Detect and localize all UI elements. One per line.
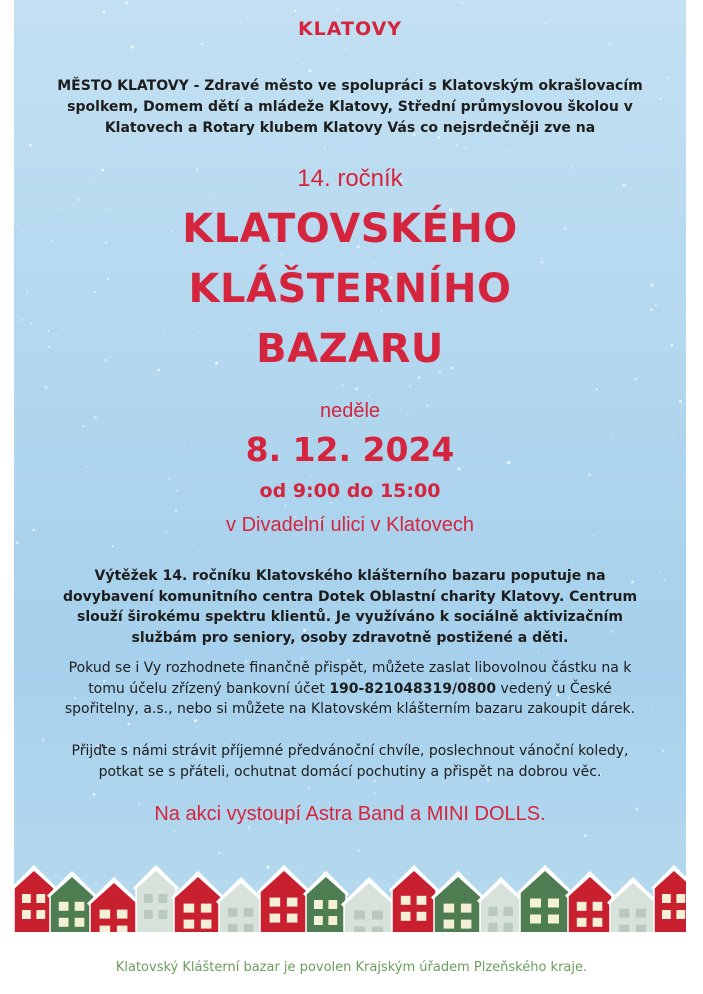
snowflake: [174, 510, 176, 512]
title-line-1: KLATOVSKÉHO: [182, 206, 518, 252]
house: [88, 879, 140, 940]
snowflake: [463, 2, 464, 3]
snowflake: [308, 787, 310, 789]
house: [172, 873, 224, 940]
snowflake: [455, 71, 457, 73]
snowflake: [194, 719, 197, 722]
title-line-2: KLÁŠTERNÍHO: [188, 266, 512, 312]
snowflake: [29, 322, 31, 324]
house: [518, 867, 572, 940]
snowflake: [634, 378, 637, 381]
snowflake: [537, 651, 538, 652]
poster: [14, 0, 686, 940]
snowflake: [659, 572, 661, 574]
snowflake: [409, 385, 411, 387]
snowflake: [341, 384, 343, 386]
event-time: od 9:00 do 15:00: [259, 480, 441, 502]
houses-illustration: [14, 852, 686, 940]
snowflake: [663, 579, 665, 581]
snowflake: [355, 387, 358, 390]
snowflake: [652, 1, 654, 3]
snowflake: [201, 42, 204, 45]
bank-account: 190-821048319/0800: [329, 680, 497, 697]
snowflake: [93, 793, 96, 796]
donation-text-start: Pokud se i Vy rozhodnete finančně přispět, můžete zaslat libovolnou částku na k tomu účelu zřízený bankovní účet: [68, 660, 632, 697]
paragraph-donation: [50, 658, 650, 720]
performers-line: Na akci vystoupí Astra Band a MINI DOLLS.: [154, 803, 546, 825]
snowflake: [610, 323, 612, 325]
snowflake: [671, 4, 672, 5]
house: [390, 867, 438, 940]
house: [566, 873, 614, 940]
snowflake: [652, 710, 653, 711]
snowflake: [61, 151, 62, 152]
snowflake: [27, 319, 28, 320]
snowflake: [418, 376, 421, 379]
house: [478, 879, 524, 940]
house: [342, 879, 396, 940]
snowflake: [293, 509, 295, 511]
snowflake: [487, 503, 488, 504]
house: [608, 879, 658, 940]
house: [134, 867, 178, 940]
event-day: neděle: [319, 400, 381, 422]
logo-text: KLATOVY: [297, 18, 403, 40]
snowflake: [103, 11, 106, 14]
snowflake: [127, 723, 130, 726]
event-date: 8. 12. 2024: [245, 430, 455, 469]
intro-text: MĚSTO KLATOVY - Zdravé město ve spolupráci s Klatovským okrašlovacím spolkem, Domem dětí a mládeže Klatovy, Střední průmyslovou školou v Klatovech a Rotary klubem Klatovy Vás co nejsrdečněji zve na: [57, 78, 643, 136]
house: [217, 879, 265, 940]
house: [258, 867, 310, 940]
snowflake: [664, 839, 666, 841]
snowflake: [588, 473, 591, 476]
snowflake: [302, 63, 303, 64]
snowflake: [345, 48, 347, 50]
snowflake: [368, 396, 369, 397]
snowflake: [82, 425, 85, 428]
house: [48, 873, 96, 940]
snowflake: [548, 650, 549, 651]
snow-ground: [14, 932, 686, 940]
house: [432, 873, 484, 940]
snowflake: [78, 198, 81, 201]
snowflake: [374, 261, 376, 263]
snowflake: [280, 253, 282, 255]
snowflake: [553, 387, 554, 388]
paragraph-invitation: Přijďte s námi strávit příjemné předvánoční chvíle, poslechnout vánoční koledy, potkat se s přáteli, ochutnat domácí pochutiny a přispět na dobrou věc.: [71, 743, 629, 780]
snowflake: [29, 144, 32, 147]
donation-text-end: vedený u České spořitelny, a.s., nebo si můžete na Klatovském klášterním bazaru zakoupit dárek.: [64, 680, 636, 717]
snowflake: [608, 43, 610, 45]
snowflake: [455, 144, 457, 146]
snowflake: [374, 792, 376, 794]
snowflake: [660, 98, 662, 100]
title-line-3: BAZARU: [256, 326, 444, 372]
house: [652, 867, 686, 940]
snowflake: [125, 1, 128, 4]
snowflake: [464, 147, 466, 149]
snowflake: [118, 562, 119, 563]
snowflake: [308, 69, 311, 72]
snowflake: [506, 150, 507, 151]
snowflake: [199, 550, 200, 551]
snowflake: [487, 13, 488, 14]
paragraph-proceeds: Výtěžek 14. ročníku Klatovského klášterního bazaru poputuje na dovybavení komunitního centra Dotek Oblastní charity Klatovy. Centrum slouží širokému spektru klientů. Je využíváno k sociálně aktivizačním službám pro seniory, osoby zdravotně postižené a děti.: [62, 568, 638, 646]
snowflake: [294, 10, 296, 12]
city-logo: [14, 18, 686, 40]
snowflake: [45, 386, 48, 389]
snowflake: [173, 830, 175, 832]
snowflake: [584, 834, 587, 837]
snowflake: [41, 739, 44, 742]
snowflake: [112, 545, 114, 547]
house: [304, 873, 348, 940]
snowflake: [460, 2, 462, 4]
snowflake: [284, 505, 286, 507]
snowflake: [330, 502, 332, 504]
snowflake: [65, 828, 66, 829]
snowflake: [337, 8, 338, 9]
footer-note: Klatovský Klášterní bazar je povolen Krajským úřadem Plzeňského kraje.: [115, 960, 588, 975]
snowflake: [21, 319, 24, 322]
snowflake: [311, 475, 312, 476]
snowflake: [113, 157, 115, 159]
snowflake: [16, 542, 19, 545]
snowflake: [335, 389, 336, 390]
edition-label: 14. ročník: [297, 165, 403, 192]
event-place: v Divadelní ulici v Klatovech: [226, 514, 474, 536]
snowflake: [596, 388, 598, 390]
snow-background: [14, 0, 686, 940]
snowflake: [131, 46, 134, 49]
snowflake: [666, 77, 669, 80]
snowflake: [324, 146, 326, 148]
snowflake: [541, 261, 543, 263]
snowflake: [662, 749, 665, 752]
snowflake: [248, 826, 251, 829]
snowflake: [453, 7, 454, 8]
